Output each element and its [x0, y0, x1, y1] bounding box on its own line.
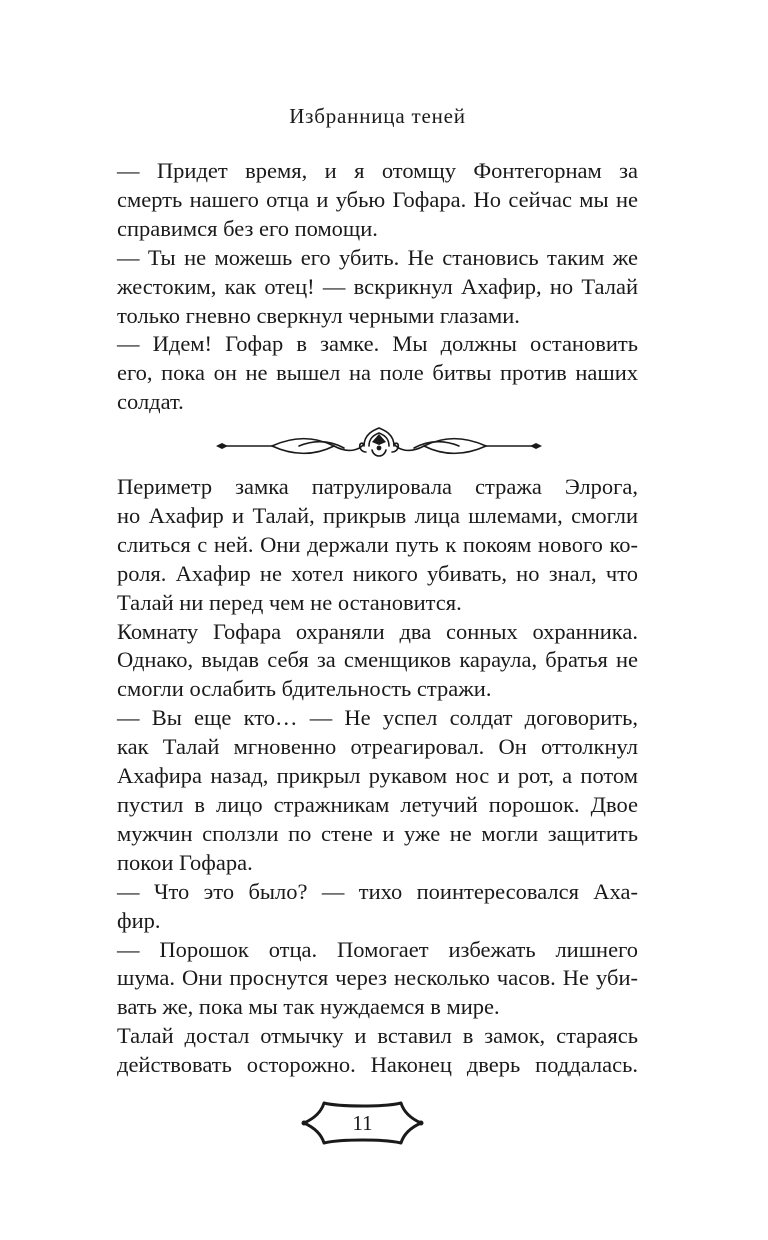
text-line: шума. Они проснутся через несколько часов. Не уби-: [117, 965, 638, 991]
text-line: Периметр замка патрулировала стража Элрога,: [117, 474, 638, 499]
text-line: как Талай мгновенно отреагировал. Он оттолкнул: [117, 734, 638, 760]
text-line: справимся без его помощи.: [117, 215, 378, 241]
text-line: Талай ни перед чем не остановится.: [117, 589, 462, 615]
page-number: 11: [352, 1111, 373, 1135]
text-line: роля. Ахафир не хотел никого убивать, но знал, что: [117, 560, 638, 586]
text-line: только гневно сверкнул черными глазами.: [117, 302, 520, 328]
text-block-before-break: [117, 157, 638, 417]
text-block-after-break: [117, 473, 638, 1080]
text-line: Комнату Гофара охраняли два сонных охранника.: [117, 618, 638, 644]
paragraph: [117, 1022, 638, 1080]
text-line: но Ахафир и Талай, прикрыв лица шлемами, смогли: [117, 502, 638, 528]
text-line: пустил в лицо стражникам летучий порошок. Двое: [117, 791, 638, 817]
text-line: Однако, выдав себя за сменщиков караула, братья не: [117, 647, 638, 673]
paragraph: [117, 157, 638, 244]
paragraph: [117, 878, 638, 936]
text-line: Ахафира назад, прикрыл рукавом нос и рот, а потом: [117, 763, 638, 789]
text-line: — Придет время, и я отомщу Фонтегорнам за: [117, 158, 638, 183]
paragraph: [117, 618, 638, 705]
paragraph: [117, 704, 638, 877]
text-line: солдат.: [117, 389, 184, 415]
text-line: смерть нашего отца и убью Гофара. Но сейчас мы не: [117, 186, 638, 212]
text-line: фир.: [117, 907, 161, 933]
page-number-cartouche: [300, 1097, 425, 1149]
text-line: слиться с ней. Они держали путь к покоям нового ко-: [117, 531, 638, 557]
text-line: жестоким, как отец! — вскрикнул Ахафир, но Талай: [117, 273, 638, 299]
ornamental-section-divider-icon: [214, 424, 544, 464]
text-line: — Что это было? — тихо поинтересовался Аха-: [117, 878, 638, 904]
text-line: — Идем! Гофар в замке. Мы должны остановить: [117, 331, 638, 357]
paragraph: [117, 936, 638, 1023]
text-line: Талай достал отмычку и вставил в замок, стараясь: [117, 1023, 638, 1049]
text-line: вать же, пока мы так нуждаемся в мире.: [117, 994, 500, 1020]
text-line: действовать осторожно. Наконец дверь поддалась.: [117, 1052, 638, 1078]
text-line: — Порошок отца. Помогает избежать лишнего: [117, 936, 638, 962]
book-page: [117, 0, 638, 1240]
text-line: мужчин сползли по стене и уже не могли защитить: [117, 820, 638, 846]
paragraph: [117, 244, 638, 331]
text-line: — Ты не можешь его убить. Не становись таким же: [117, 244, 638, 270]
paragraph: [117, 473, 638, 618]
text-line: — Вы еще кто… — Не успел солдат договорить,: [117, 705, 638, 731]
text-line: смогли ослабить бдительность стражи.: [117, 676, 492, 702]
paragraph: [117, 330, 638, 417]
running-head: Избранница теней: [289, 104, 466, 128]
text-line: покои Гофара.: [117, 849, 253, 875]
text-line: его, пока он не вышел на поле битвы против наших: [117, 360, 638, 386]
